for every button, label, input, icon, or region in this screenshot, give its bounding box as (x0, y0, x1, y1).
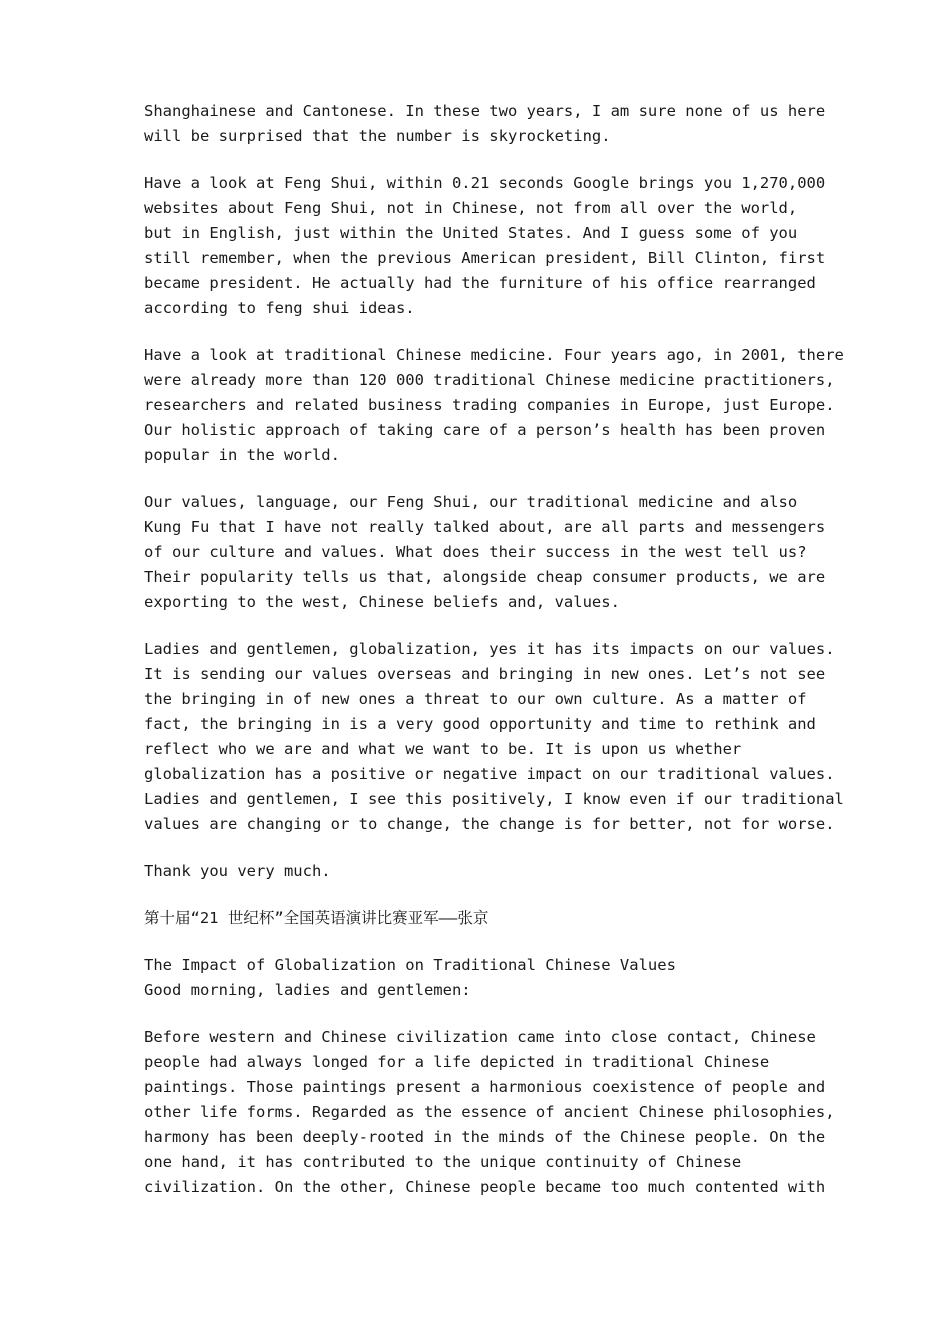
text-line: the bringing in of new ones a threat to our own culture. As a matter of (144, 690, 807, 708)
text-line: values are changing or to change, the change is for better, not for worse. (144, 815, 835, 833)
text-line: globalization has a positive or negative impact on our traditional values. (144, 765, 835, 783)
text-line: Before western and Chinese civilization came into close contact, Chinese (144, 1028, 816, 1046)
text-line: researchers and related business trading companies in Europe, just Europe. (144, 396, 835, 414)
paragraph-globalization (144, 637, 844, 837)
paragraph-dialects (144, 99, 834, 149)
text-line: exporting to the west, Chinese beliefs and, values. (144, 593, 620, 611)
text-line: people had always longed for a life depicted in traditional Chinese (144, 1053, 770, 1071)
speech-greeting: Good morning, ladies and gentlemen: (144, 981, 471, 999)
text-line: became president. He actually had the furniture of his office rearranged (144, 274, 816, 292)
paragraph-medicine (144, 343, 844, 468)
text-line: will be surprised that the number is skyrocketing. (144, 127, 611, 145)
text-line: Shanghainese and Cantonese. In these two years, I am sure none of us here (144, 102, 826, 120)
text-line: Ladies and gentlemen, I see this positively, I know even if our traditional (144, 790, 844, 808)
text-line: Our values, language, our Feng Shui, our traditional medicine and also (144, 493, 798, 511)
text-line: harmony has been deeply-rooted in the minds of the Chinese people. On the (144, 1128, 826, 1146)
text-line: still remember, when the previous American president, Bill Clinton, first (144, 249, 826, 267)
text-line: Our holistic approach of taking care of a person’s health has been proven (144, 421, 826, 439)
text-line: were already more than 120 000 traditional Chinese medicine practitioners, (144, 371, 835, 389)
text-line: popular in the world. (144, 446, 340, 464)
text-line: but in English, just within the United States. And I guess some of you (144, 224, 798, 242)
text-line: websites about Feng Shui, not in Chinese, not from all over the world, (144, 199, 798, 217)
text-line: Their popularity tells us that, alongside cheap consumer products, we are (144, 568, 826, 586)
speech-title: The Impact of Globalization on Traditional Chinese Values (144, 956, 676, 974)
text-line: other life forms. Regarded as the essence of ancient Chinese philosophies, (144, 1103, 835, 1121)
text-line: of our culture and values. What does their success in the west tell us? (144, 543, 807, 561)
text-line: It is sending our values overseas and bringing in new ones. Let’s not see (144, 665, 826, 683)
text-line: according to feng shui ideas. (144, 299, 415, 317)
text-line: paintings. Those paintings present a harmonious coexistence of people and (144, 1078, 826, 1096)
paragraph-thanks (144, 859, 834, 884)
text-line: civilization. On the other, Chinese people became too much contented with (144, 1178, 826, 1196)
paragraph-civilization (144, 1025, 834, 1200)
text-line: Ladies and gentlemen, globalization, yes it has its impacts on our values. (144, 640, 835, 658)
text-line: Kung Fu that I have not really talked about, are all parts and messengers (144, 518, 826, 536)
text-line: Have a look at Feng Shui, within 0.21 seconds Google brings you 1,270,000 (144, 174, 826, 192)
text-line: one hand, it has contributed to the unique continuity of Chinese (144, 1153, 742, 1171)
speech-heading-chinese: 第十届“21 世纪杯”全国英语演讲比赛亚军——张京 (144, 909, 489, 927)
text-line: fact, the bringing in is a very good opportunity and time to rethink and (144, 715, 816, 733)
text-line: reflect who we are and what we want to be. It is upon us whether (144, 740, 742, 758)
speech-title-block (144, 953, 834, 1003)
text-line: Thank you very much. (144, 862, 331, 880)
document-body (144, 99, 844, 1222)
paragraph-feng-shui (144, 171, 834, 321)
text-line: Have a look at traditional Chinese medicine. Four years ago, in 2001, there (144, 346, 844, 364)
paragraph-values (144, 490, 834, 615)
